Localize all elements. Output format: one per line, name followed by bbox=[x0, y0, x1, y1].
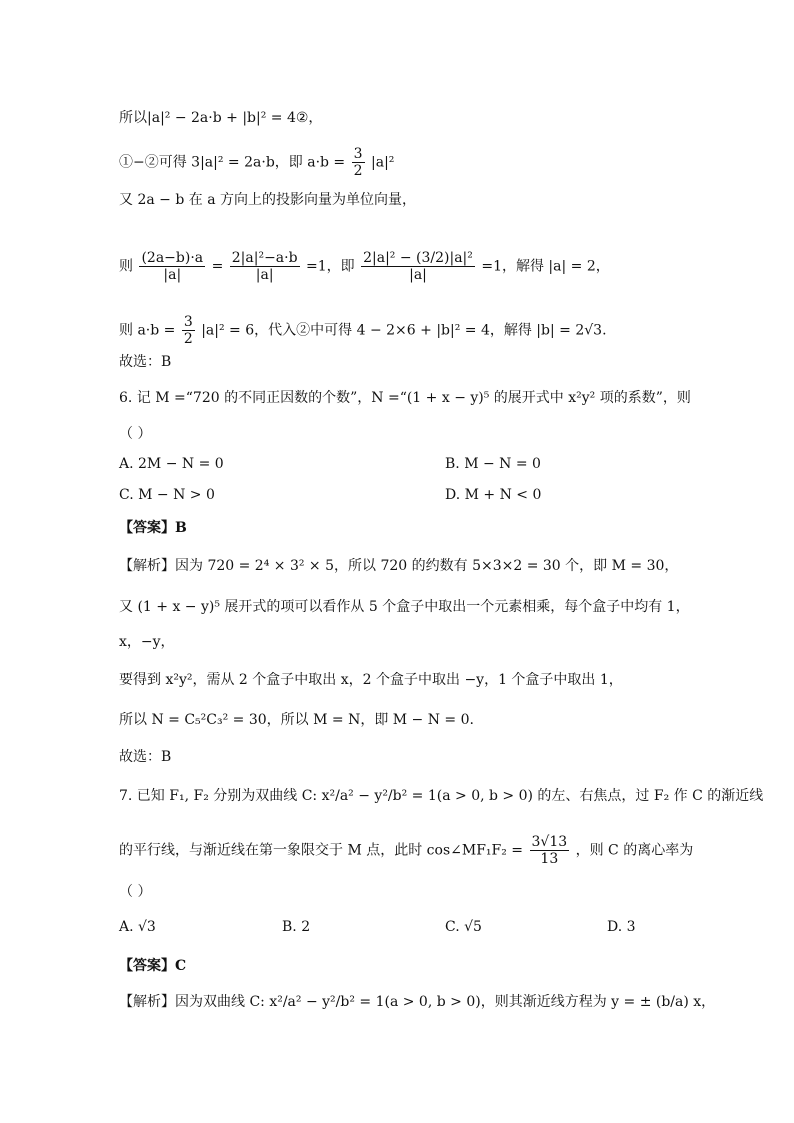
text-segment: 则 a·b = bbox=[119, 322, 180, 339]
text-line bbox=[119, 250, 694, 283]
text-segment: ，则 C 的离心率为 bbox=[575, 842, 694, 859]
question-6-bracket: （ ） bbox=[119, 426, 152, 442]
question-7-bracket: （ ） bbox=[119, 884, 152, 900]
fraction bbox=[230, 250, 300, 283]
question-7-line2 bbox=[119, 834, 694, 867]
fraction-denominator: |a| bbox=[409, 267, 427, 283]
fraction-numerator: 3 bbox=[183, 314, 193, 330]
explanation-line: 【解析】因为 720 = 2⁴ × 3² × 5，所以 720 的约数有 5×3×2 = 30 个，即 M = 30， bbox=[119, 558, 679, 574]
fraction-denominator: |a| bbox=[163, 267, 182, 283]
fraction-denominator: |a| bbox=[255, 267, 274, 283]
fraction-denominator: 2 bbox=[183, 331, 193, 347]
fraction bbox=[352, 146, 365, 179]
text-line: 所以|a|² − 2a·b + |b|² = 4②， bbox=[119, 110, 323, 126]
fraction bbox=[139, 250, 205, 283]
fraction-denominator: 13 bbox=[540, 851, 559, 867]
text-segment: |a|² bbox=[371, 154, 395, 171]
answer-7: 【答案】C bbox=[119, 958, 187, 974]
option-d: D. M + N < 0 bbox=[445, 487, 542, 503]
option-a: A. √3 bbox=[119, 919, 156, 935]
text-line: 故选：B bbox=[119, 354, 172, 370]
fraction-numerator: 3 bbox=[353, 146, 363, 162]
fraction-numerator: 2|a|² − (3/2)|a|² bbox=[363, 250, 473, 266]
fraction-denominator: 2 bbox=[353, 163, 363, 179]
fraction bbox=[530, 834, 570, 867]
explanation-line: 要得到 x²y²，需从 2 个盒子中取出 x，2 个盒子中取出 −y，1 个盒子中取出 1， bbox=[119, 672, 623, 688]
option-c: C. √5 bbox=[445, 919, 482, 935]
fraction-numerator: 2|a|²−a·b bbox=[231, 250, 298, 266]
option-a: A. 2M − N = 0 bbox=[119, 456, 224, 472]
fraction bbox=[361, 250, 475, 283]
option-b: B. 2 bbox=[282, 919, 311, 935]
option-d: D. 3 bbox=[607, 919, 636, 935]
explanation-line: 【解析】因为双曲线 C: x²/a² − y²/b² = 1(a > 0, b > 0)，则其渐近线方程为 y = ± (b/a) x， bbox=[119, 994, 716, 1010]
text-line bbox=[119, 146, 694, 179]
text-segment: =1，解得 |a| = 2， bbox=[481, 258, 610, 275]
explanation-line: x，−y， bbox=[119, 634, 175, 650]
fraction-numerator: (2a−b)·a bbox=[141, 250, 204, 266]
fraction bbox=[182, 314, 195, 347]
text-line bbox=[119, 314, 694, 347]
text-segment: = bbox=[211, 258, 224, 275]
question-6: 6. 记 M =“720 的不同正因数的个数”，N =“(1 + x − y)⁵ 的展开式中 x²y² 项的系数”，则 bbox=[119, 390, 691, 406]
explanation-line: 所以 N = C₅²C₃² = 30，所以 M = N，即 M − N = 0. bbox=[119, 712, 474, 728]
text-segment: ①−②可得 3|a|² = 2a·b，即 a·b = bbox=[119, 154, 350, 171]
option-c: C. M − N > 0 bbox=[119, 487, 215, 503]
text-segment: 则 bbox=[119, 258, 133, 275]
text-line: 故选：B bbox=[119, 749, 172, 765]
fraction-numerator: 3√13 bbox=[531, 834, 568, 850]
explanation-line: 又 (1 + x − y)⁵ 展开式的项可以看作从 5 个盒子中取出一个元素相乘，每个盒子中均有 1， bbox=[119, 599, 690, 615]
option-b: B. M − N = 0 bbox=[445, 456, 541, 472]
text-segment: =1，即 bbox=[306, 258, 355, 275]
text-segment: |a|² = 6，代入②中可得 4 − 2×6 + |b|² = 4，解得 |b| = 2√3. bbox=[201, 322, 607, 339]
text-line: 又 2a − b 在 a 方向上的投影向量为单位向量， bbox=[119, 192, 416, 208]
text-segment: 的平行线，与渐近线在第一象限交于 M 点，此时 cos∠MF₁F₂ = bbox=[119, 842, 528, 859]
answer-6: 【答案】B bbox=[119, 520, 187, 536]
question-7: 7. 已知 F₁, F₂ 分别为双曲线 C: x²/a² − y²/b² = 1(a > 0, b > 0) 的左、右焦点，过 F₂ 作 C 的渐近线 bbox=[119, 788, 764, 804]
